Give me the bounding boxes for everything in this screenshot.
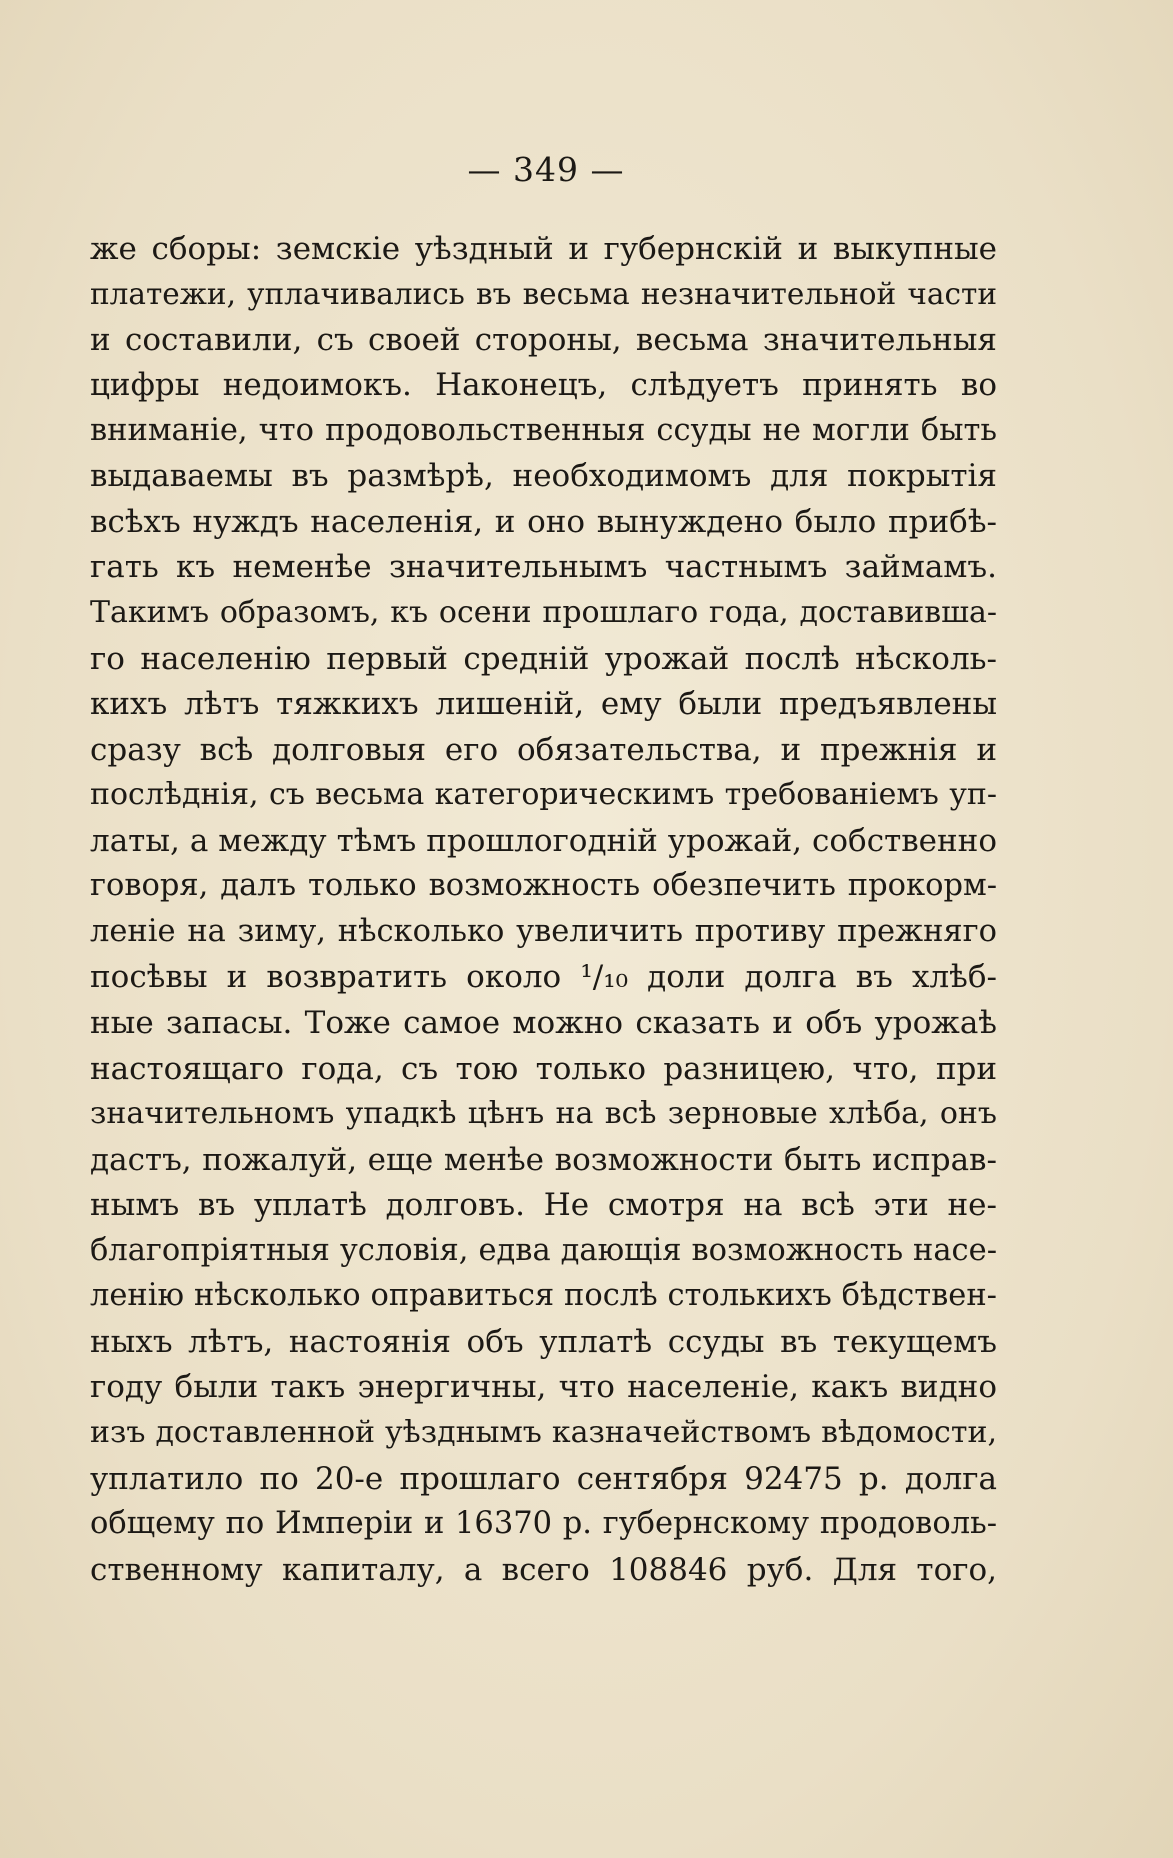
text-line: го населенію первый средній урожай послѣ нѣсколь- xyxy=(90,641,997,677)
text-line: году были такъ энергичны, что населеніе, какъ видно xyxy=(90,1369,997,1405)
text-line: ственному капиталу, а всего 108846 руб. Для того, xyxy=(90,1552,997,1588)
text-line: кихъ лѣтъ тяжкихъ лишеній, ему были предъявлены xyxy=(90,686,997,722)
page-number: — 349 — xyxy=(467,150,625,189)
text-line: цифры недоимокъ. Наконецъ, слѣдуетъ принять во xyxy=(90,367,997,403)
text-line: ныхъ лѣтъ, настоянія объ уплатѣ ссуды въ текущемъ xyxy=(90,1324,997,1360)
text-line: и составили, съ своей стороны, весьма значительныя xyxy=(90,322,997,358)
text-line: гать къ неменѣе значительнымъ частнымъ займамъ. xyxy=(90,549,997,585)
text-line: ные запасы. Тоже самое можно сказать и объ урожаѣ xyxy=(90,1005,997,1041)
text-line: сразу всѣ долговыя его обязательства, и прежнія и xyxy=(90,732,997,768)
text-line: выдаваемы въ размѣрѣ, необходимомъ для покрытія xyxy=(90,458,997,494)
text-line: значительномъ упадкѣ цѣнъ на всѣ зерновые хлѣба, онъ xyxy=(90,1096,997,1131)
text-line: благопріятныя условія, едва дающія возможность насе- xyxy=(90,1233,997,1268)
text-line: Такимъ образомъ, къ осени прошлаго года, доставивша- xyxy=(90,595,997,630)
text-line: всѣхъ нуждъ населенія, и оно вынуждено было прибѣ- xyxy=(90,504,997,540)
text-line: изъ доставленной уѣзднымъ казначействомъ вѣдомости, xyxy=(90,1415,997,1450)
text-line: настоящаго года, съ тою только разницею, что, при xyxy=(90,1051,997,1087)
text-line: леніе на зиму, нѣсколько увеличить противу прежняго xyxy=(90,914,997,949)
text-line: нымъ въ уплатѣ долговъ. Не смотря на всѣ эти не- xyxy=(90,1187,997,1223)
text-line: послѣднія, съ весьма категорическимъ требованіемъ уп- xyxy=(90,777,997,812)
text-line: ленію нѣсколько оправиться послѣ столькихъ бѣдствен- xyxy=(90,1278,997,1313)
text-line: говоря, далъ только возможность обезпечить прокорм- xyxy=(90,868,997,903)
text-line: дастъ, пожалуй, еще менѣе возможности быть исправ- xyxy=(90,1142,997,1178)
text-line: уплатило по 20-е прошлаго сентября 92475 р. долга xyxy=(90,1461,997,1497)
text-line: вниманіе, что продовольственныя ссуды не могли быть xyxy=(90,413,997,448)
text-line: же сборы: земскіе уѣздный и губернскій и выкупные xyxy=(90,231,997,267)
text-line: общему по Имперіи и 16370 р. губернскому продоволь- xyxy=(90,1506,997,1541)
text-line: латы, а между тѣмъ прошлогодній урожай, собственно xyxy=(90,823,997,859)
text-line: платежи, уплачивались въ весьма незначительной части xyxy=(90,277,997,311)
text-line: посѣвы и возвратить около ¹/₁₀ доли долга въ хлѣб- xyxy=(90,959,997,995)
